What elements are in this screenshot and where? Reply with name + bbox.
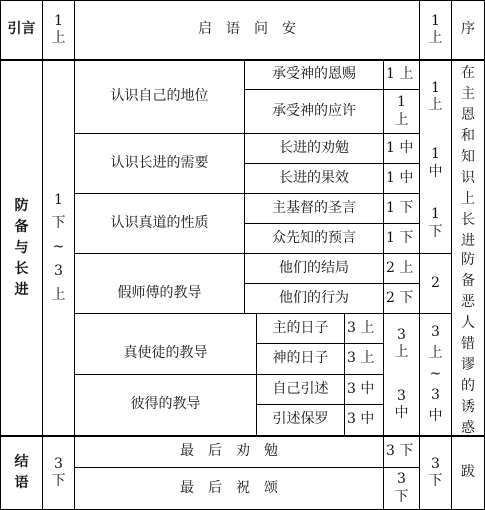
group-title-1: 认识自己的地位 xyxy=(110,88,209,105)
item-ref-5-2: 3 上 xyxy=(347,350,375,367)
item-text-1-1: 承受神的恩赐 xyxy=(272,66,356,83)
item-ref-3-2: 1 下 xyxy=(386,229,414,246)
item-ref-4-2: 2 下 xyxy=(386,289,414,306)
group-ref-4: 2 xyxy=(431,274,440,291)
outro-label: 跋 xyxy=(461,464,475,481)
intro-ref2 xyxy=(420,1,451,59)
item-text-4-1: 他们的结局 xyxy=(279,259,349,276)
outro-row-2: 最 后 祝 颂 xyxy=(180,479,278,496)
group-title-5: 真使徒的教导 xyxy=(123,345,208,362)
group-title-4: 假师傅的教导 xyxy=(117,284,202,301)
intro-title: 启 语 问 安 xyxy=(198,21,296,38)
item-ref-2-1: 1 中 xyxy=(386,139,414,156)
body-range-text: 1 下 ~ 3 上 xyxy=(51,191,66,303)
label-guard-text: 防备恶人错谬的诱惑 xyxy=(461,252,475,436)
outro-ref xyxy=(43,437,74,509)
group-ref-6-text: 3 中 xyxy=(394,387,409,421)
side-ref-b-text: 3 上 ~ 3 中 xyxy=(428,324,443,424)
body-section-label xyxy=(1,61,42,435)
outro-row-2-ref-text: 3 下 xyxy=(394,471,409,505)
group-ref-1 xyxy=(420,61,451,133)
body-range xyxy=(43,61,74,435)
outro-row-2-ref xyxy=(384,468,419,509)
item-ref-6-1: 3 中 xyxy=(347,380,375,397)
outro-ref2-text: 3 下 xyxy=(428,455,443,489)
label-grow-text: 在主恩和知识上长进 xyxy=(461,64,475,249)
group-ref-2-text: 1 中 xyxy=(428,146,443,180)
item-text-6-2: 引述保罗 xyxy=(272,411,329,428)
label-guard xyxy=(452,254,484,435)
outro-section-text: 结语 xyxy=(14,454,29,491)
outro-ref2 xyxy=(420,437,451,509)
outro-row-1-ref: 3 下 xyxy=(386,443,414,460)
item-text-1-2: 承受神的应许 xyxy=(272,102,356,119)
side-ref-b xyxy=(420,314,451,435)
group-ref-1-text: 1 上 xyxy=(428,79,443,113)
group-title-2: 认识长进的需要 xyxy=(110,154,209,171)
outro-row-1: 最 后 劝 勉 xyxy=(180,443,278,460)
item-ref-6-2: 3 中 xyxy=(347,411,375,428)
item-text-5-2: 神的日子 xyxy=(272,350,329,367)
item-ref-4-1: 2 上 xyxy=(386,259,414,276)
item-ref-1-1: 1 上 xyxy=(386,66,414,83)
body-section-text: 防备与长进 xyxy=(14,197,29,298)
item-text-2-2: 长进的果效 xyxy=(279,169,349,186)
item-text-3-1: 主基督的圣言 xyxy=(272,199,356,216)
label-grow xyxy=(452,61,484,253)
intro-ref-text: 1 上 xyxy=(51,12,66,46)
item-text-2-1: 长进的劝勉 xyxy=(279,139,349,156)
intro-ref2-text: 1 上 xyxy=(428,12,443,46)
outro-section-label xyxy=(1,437,42,509)
intro-section-label: 引言 xyxy=(7,21,36,38)
group-ref-3-text: 1 下 xyxy=(428,206,443,240)
item-text-6-1: 自己引述 xyxy=(272,380,329,397)
outro-ref-text: 3 下 xyxy=(51,455,66,489)
intro-label: 序 xyxy=(461,21,475,38)
item-ref-2-2: 1 中 xyxy=(386,169,414,186)
intro-ref xyxy=(43,1,74,59)
group-ref-3 xyxy=(420,194,451,253)
group-title-3: 认识真道的性质 xyxy=(110,214,209,231)
item-ref-1-2-text: 1 上 xyxy=(394,94,409,128)
group-ref-2 xyxy=(420,134,451,193)
group-ref-5 xyxy=(384,314,419,374)
item-text-4-2: 他们的行为 xyxy=(279,289,349,306)
group-title-6: 彼得的教导 xyxy=(130,396,201,413)
item-text-3-2: 众先知的预言 xyxy=(272,229,356,246)
item-text-5-1: 主的日子 xyxy=(272,319,329,336)
group-ref-6 xyxy=(384,375,419,435)
item-ref-1-2 xyxy=(384,90,419,133)
group-ref-5-text: 3 上 xyxy=(394,326,409,360)
item-ref-5-1: 3 上 xyxy=(347,319,375,336)
item-ref-3-1: 1 下 xyxy=(386,199,414,216)
